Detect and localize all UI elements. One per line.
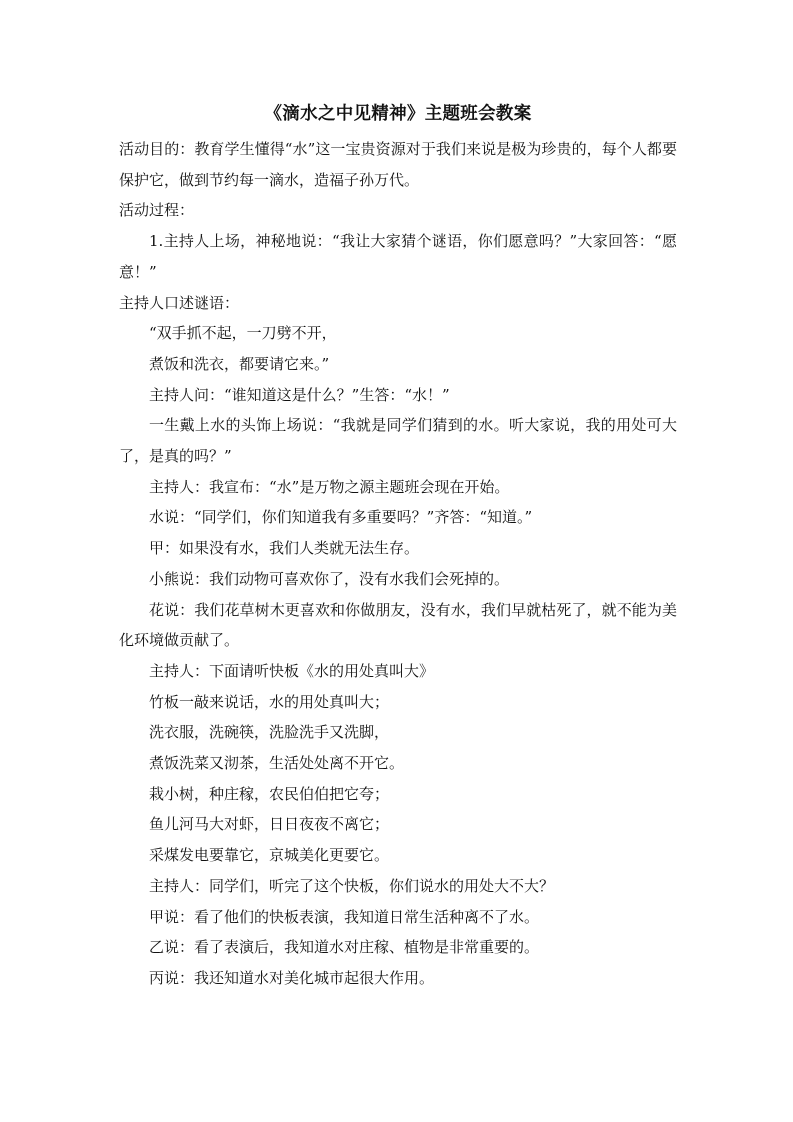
document-body: [119, 134, 677, 994]
paragraph: 主持人：下面请听快板《水的用处真叫大》: [149, 661, 435, 680]
paragraph: “双手抓不起，一刀劈不开，: [149, 324, 337, 343]
document-title: 《滴水之中见精神》主题班会教案: [264, 104, 532, 124]
paragraph: 洗衣服，洗碗筷，洗脸洗手又洗脚，: [149, 723, 390, 742]
paragraph: 活动过程：: [119, 201, 195, 220]
paragraph: 主持人：同学们，听完了这个快板，你们说水的用处大不大？: [149, 876, 555, 895]
paragraph: 小熊说：我们动物可喜欢你了，没有水我们会死掉的。: [149, 569, 510, 588]
paragraph: 1.主持人上场，神秘地说：“我让大家猜个谜语，你们愿意吗？”大家回答：“愿意！”: [119, 232, 677, 281]
paragraph: 活动目的：教育学生懂得“水”这一宝贵资源对于我们来说是极为珍贵的，每个人都要保护它，做到节约每一滴水，造福子孙万代。: [119, 140, 677, 189]
paragraph: 甲：如果没有水，我们人类就无法生存。: [149, 539, 420, 558]
paragraph: 主持人口述谜语：: [119, 293, 240, 312]
document-page: [119, 100, 677, 994]
paragraph: 乙说：看了表演后，我知道水对庄稼、植物是非常重要的。: [149, 938, 540, 957]
paragraph: 花说：我们花草树木更喜欢和你做朋友，没有水，我们早就枯死了，就不能为美化环境做贡献了。: [119, 600, 677, 650]
paragraph: 丙说：我还知道水对美化城市起很大作用。: [149, 968, 435, 987]
paragraph: 甲说：看了他们的快板表演，我知道日常生活种离不了水。: [149, 907, 540, 926]
paragraph: 一生戴上水的头饰上场说：“我就是同学们猜到的水。听大家说，我的用处可大了，是真的吗？”: [119, 416, 677, 466]
paragraph: 竹板一敲来说话，水的用处真叫大；: [149, 692, 390, 711]
paragraph: 鱼儿河马大对虾，日日夜夜不离它；: [149, 815, 390, 834]
paragraph: 主持人：我宣布：“水”是万物之源主题班会现在开始。: [149, 477, 510, 496]
paragraph: 采煤发电要靠它，京城美化更要它。: [149, 846, 390, 865]
paragraph: 水说：“同学们，你们知道我有多重要吗？”齐答：“知道。”: [149, 508, 533, 527]
paragraph: 煮饭洗菜又沏茶，生活处处离不开它。: [149, 754, 405, 773]
paragraph: 煮饭和洗衣，都要请它来。”: [149, 354, 330, 373]
paragraph: 主持人问：“谁知道这是什么？”生答：“水！”: [149, 385, 450, 404]
paragraph: 栽小树，种庄稼，农民伯伯把它夸；: [149, 784, 390, 803]
